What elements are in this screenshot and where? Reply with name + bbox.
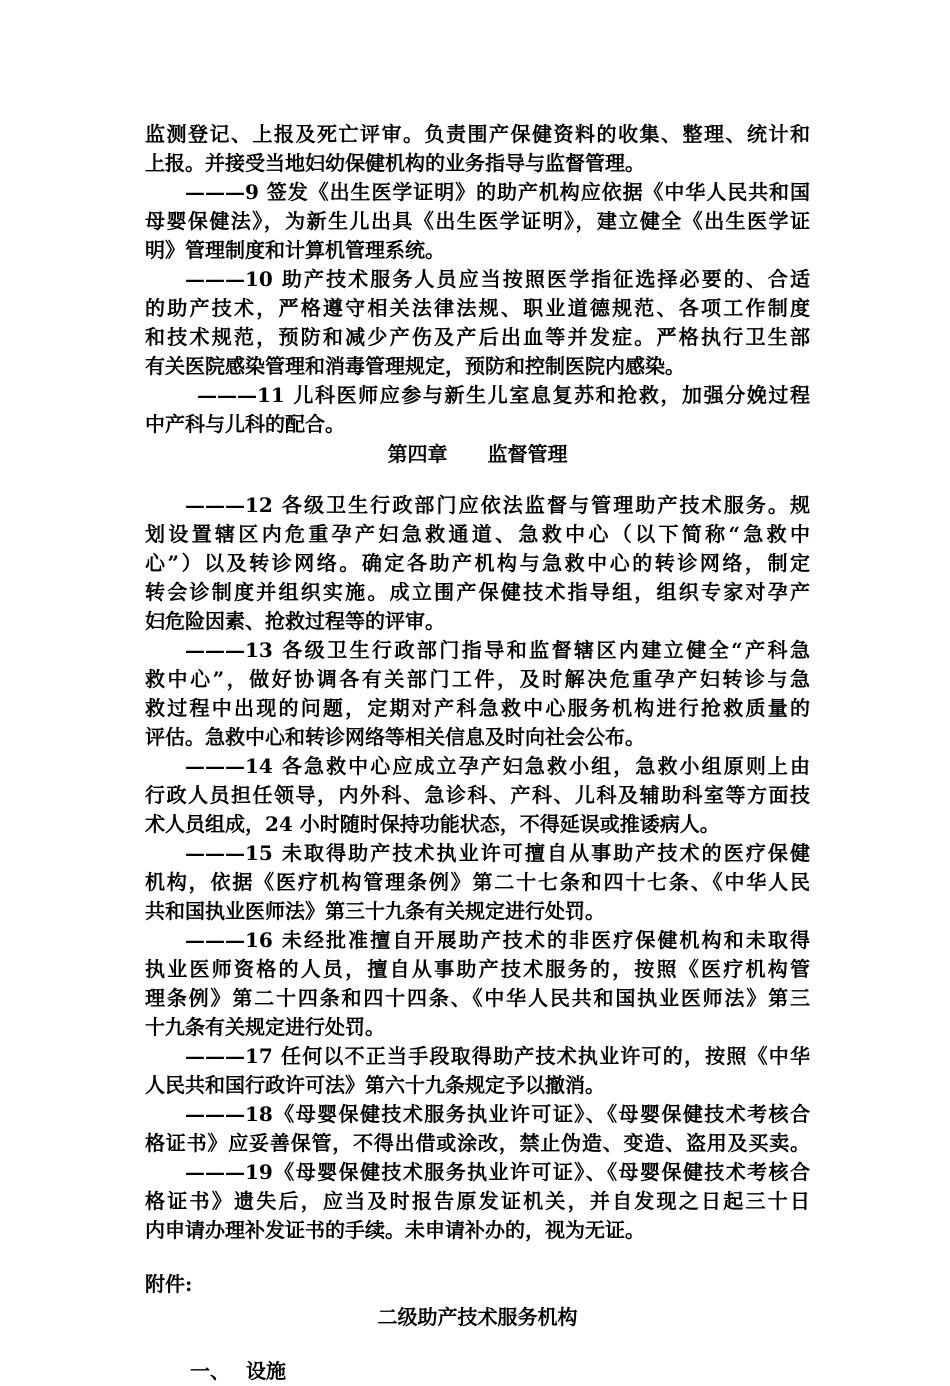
text-line: ———18《母婴保健技术服务执业许可证》、《母婴保健技术考核合 — [185, 1102, 810, 1126]
document-page — [145, 120, 810, 1386]
text-line: 救过程中出现的问题，定期对产科急救中心服务机构进行抢救质量的 — [145, 696, 810, 720]
text-line: ———15 未取得助产技术执业许可擅自从事助产技术的医疗保健 — [185, 841, 810, 865]
text-line: ———14 各急救中心应成立孕产妇急救小组，急救小组原则上由 — [185, 754, 810, 778]
clause-17 — [145, 1042, 810, 1100]
text-line: 行政人员担任领导，内外科、急诊科、产科、儿科及辅助科室等方面技 — [145, 783, 810, 807]
clause-11 — [145, 381, 810, 439]
text-line: 妇危险因素、抢救过程等的评审。 — [145, 609, 445, 633]
text-line: 格证书》应妥善保管，不得出借或涂改，禁止伪造、变造、盗用及买卖。 — [145, 1131, 810, 1155]
text-line: 评估。急救中心和转诊网络等相关信息及时向社会公布。 — [145, 725, 645, 749]
text-line: ———19《母婴保健技术服务执业许可证》、《母婴保健技术考核合 — [185, 1160, 810, 1184]
text-line: 救中心”，做好协调各有关部门工件，及时解决危重孕产妇转诊与急 — [145, 667, 810, 691]
text-line: 上报。并接受当地妇幼保健机构的业务指导与监督管理。 — [145, 151, 645, 175]
text-line: 内申请办理补发证书的手续。未申请补办的，视为无证。 — [145, 1218, 645, 1242]
text-line: 明》管理制度和计算机管理系统。 — [145, 238, 445, 262]
text-line: 机构，依据《医疗机构管理条例》第二十七条和四十七条、《中华人民 — [145, 870, 810, 894]
text-line: 和技术规范，预防和减少产伤及产后出血等并发症。严格执行卫生部 — [145, 325, 810, 349]
attachment-title: 二级助产技术服务机构 — [377, 1305, 578, 1329]
text-line: 转会诊制度并组织实施。成立围产保健技术指导组，组织专家对孕产 — [145, 580, 810, 604]
clause-14 — [145, 752, 810, 839]
text-line: 十九条有关规定进行处罚。 — [145, 1015, 385, 1039]
text-line: 母婴保健法》，为新生儿出具《出生医学证明》，建立健全《出生医学证 — [145, 209, 810, 233]
clause-13 — [145, 636, 810, 752]
text-line: 监测登记、上报及死亡评审。负责围产保健资料的收集、整理、统计和 — [145, 122, 810, 146]
section-title: 设施 — [246, 1359, 286, 1383]
text-line: 人民共和国行政许可法》第六十九条规定予以撤消。 — [145, 1073, 605, 1097]
clause-19 — [145, 1158, 810, 1245]
text-line: 理条例》第二十四条和四十四条、《中华人民共和国执业医师法》第三 — [145, 986, 810, 1010]
text-line: 的助产技术，严格遵守相关法律法规、职业道德规范、各项工作制度 — [145, 296, 810, 320]
text-line: ———10 助产技术服务人员应当按照医学指征选择必要的、合适 — [185, 267, 810, 291]
clause-10 — [145, 265, 810, 381]
text-line: ———16 未经批准擅自开展助产技术的非医疗保健机构和未取得 — [185, 928, 810, 952]
text-line: ———13 各级卫生行政部门指导和监督辖区内建立健全“产科急 — [185, 638, 810, 662]
text-line: 执业医师资格的人员，擅自从事助产技术服务的，按照《医疗机构管 — [145, 957, 810, 981]
text-line: 划设置辖区内危重孕产妇急救通道、急救中心（以下简称“急救中 — [145, 522, 810, 546]
text-line: ———17 任何以不正当手段取得助产技术执业许可的，按照《中华 — [185, 1044, 810, 1068]
clause-15 — [145, 839, 810, 926]
clause-9 — [145, 178, 810, 265]
text-line: 术人员组成，24 小时随时保持功能状态，不得延误或推诿病人。 — [145, 812, 720, 836]
clause-16 — [145, 926, 810, 1042]
text-line: 有关医院感染管理和消毒管理规定，预防和控制医院内感染。 — [145, 354, 685, 378]
text-line: 中产科与儿科的配合。 — [145, 412, 345, 436]
section-number: 一、 — [190, 1359, 230, 1383]
text-line: ———9 签发《出生医学证明》的助产机构应依据《中华人民共和国 — [185, 180, 810, 204]
text-line: ———12 各级卫生行政部门应依法监督与管理助产技术服务。规 — [185, 493, 810, 517]
text-line: 格证书》遗失后，应当及时报告原发证机关，并自发现之日起三十日 — [145, 1189, 810, 1213]
chapter-title: 第四章 监督管理 — [387, 442, 568, 466]
attachment-label: 附件: — [145, 1272, 193, 1296]
text-line: ———11 儿科医师应参与新生儿室息复苏和抢救，加强分娩过程 — [197, 383, 810, 407]
clause-12 — [145, 491, 810, 636]
text-line: 共和国执业医师法》第三十九条有关规定进行处罚。 — [145, 899, 605, 923]
clause-18 — [145, 1100, 810, 1158]
paragraph — [145, 120, 810, 178]
section-heading — [145, 1357, 810, 1386]
text-line: 心”）以及转诊网络。确定各助产机构与急救中心的转诊网络，制定 — [145, 551, 810, 575]
